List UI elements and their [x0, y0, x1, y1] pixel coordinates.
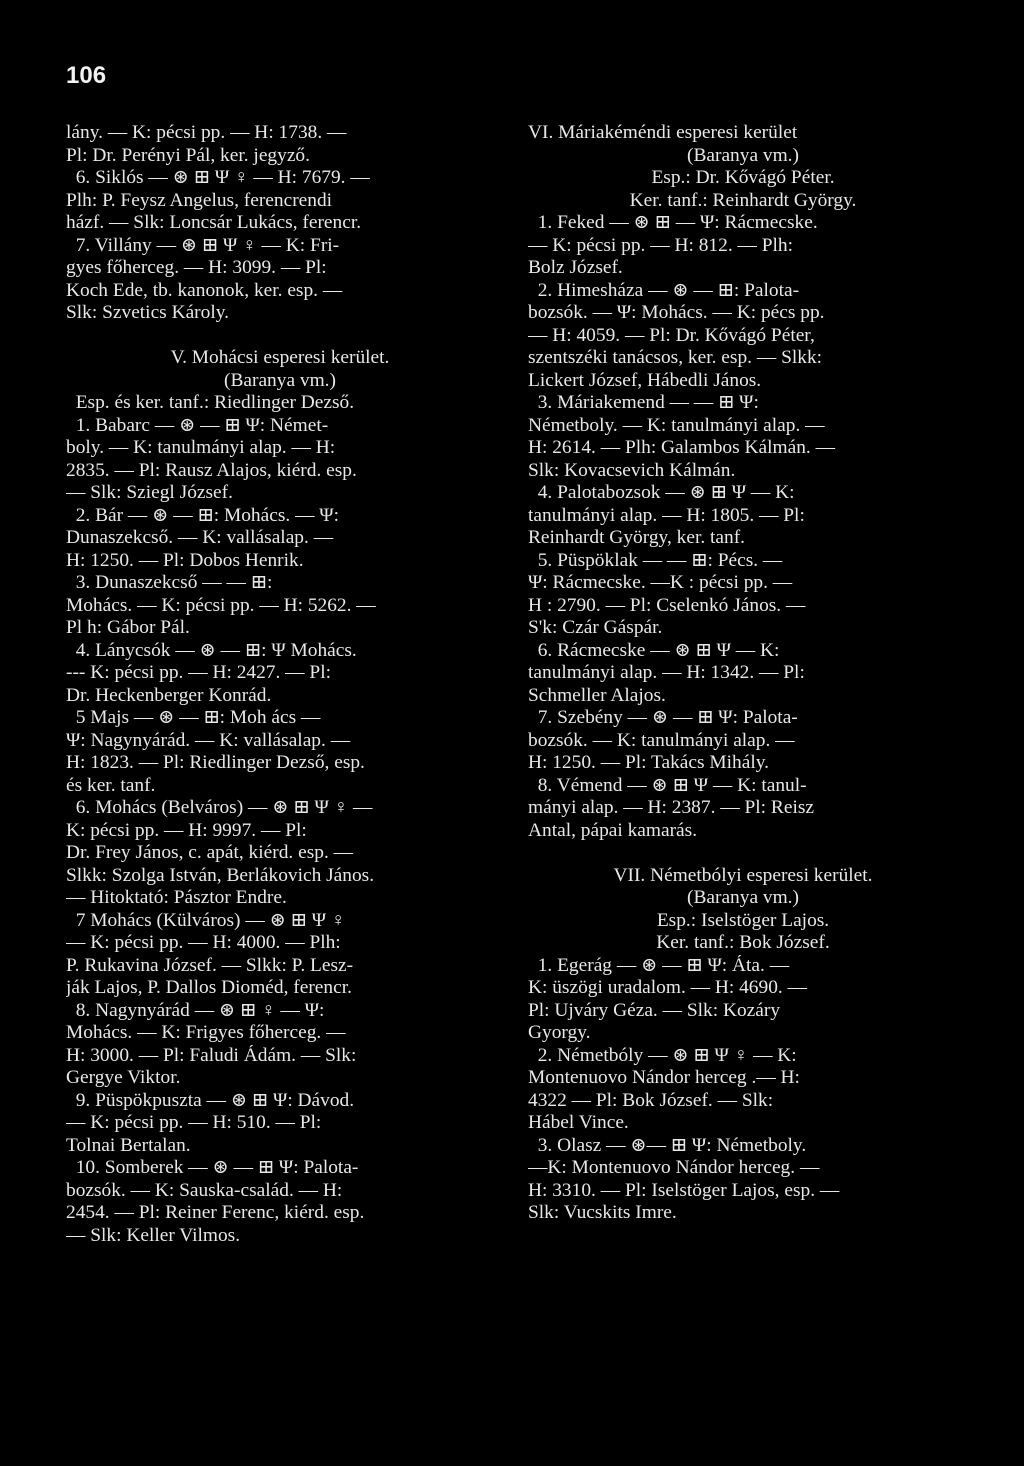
text-line: 5 Majs — ⊛ — ⊞: Moh ács — [66, 707, 321, 728]
text-line: 7 Mohács (Külváros) — ⊛ ⊞ Ψ ♀ [66, 909, 346, 931]
text-line: Pl h: Gábor Pál. [66, 617, 190, 638]
text-line: Gyorgy. [528, 1022, 591, 1043]
text-line: Plh: P. Feysz Angelus, ferencrendi [66, 189, 333, 211]
text-line: 1. Babarc — ⊛ — ⊞ Ψ: Német- [66, 414, 329, 436]
text-line: (Baranya vm.) [224, 369, 336, 391]
text-line: — Slk: Sziegl József. [66, 482, 233, 503]
text-line: — K: pécsi pp. — H: 4000. — Plh: [66, 932, 341, 953]
page-number: 106 [66, 62, 107, 89]
text-line: 6. Siklós — ⊛ ⊞ Ψ ♀ — H: 7679. — [66, 167, 370, 188]
left-column [66, 122, 494, 1247]
text-line: H : 2790. — Pl: Cselenkó János. — [528, 594, 806, 616]
text-line: S'k: Czár Gáspár. [528, 617, 663, 638]
text-line: házf. — Slk: Loncsár Lukács, ferencr. [66, 212, 362, 233]
text-line: Hábel Vince. [528, 1112, 629, 1133]
text-line: tanulmányi alap. — H: 1805. — Pl: [528, 504, 805, 526]
text-line: 2835. — Pl: Rausz Alajos, kiérd. esp. [66, 459, 357, 481]
text-line: Slk: Szvetics Károly. [66, 302, 230, 323]
text-line: Ker. tanf.: Reinhardt György. [629, 189, 857, 211]
text-line [528, 842, 958, 865]
text-line: —K: Montenuovo Nándor herceg. — [528, 1157, 820, 1178]
text-line: Esp.: Iselstöger Lajos. [656, 909, 830, 931]
text-line: — K: pécsi pp. — H: 812. — Plh: [528, 234, 794, 256]
text-line: 3. Dunaszekcső — — ⊞: [66, 572, 273, 593]
text-line: Esp. és ker. tanf.: Riedlinger Dezső. [66, 392, 355, 413]
text-line: szentszéki tanácsos, ker. esp. — Slkk: [528, 347, 823, 368]
text-line: Slk: Vucskits Imre. [528, 1202, 677, 1223]
text-line: --- K: pécsi pp. — H: 2427. — Pl: [66, 662, 331, 683]
text-line: Mohács. — K: pécsi pp. — H: 5262. — [66, 594, 376, 616]
text-line: Montenuovo Nándor herceg .— H: [528, 1067, 800, 1088]
text-line: VI. Máriakéméndi esperesi kerület [528, 122, 798, 143]
text-line: lány. — K: pécsi pp. — H: 1738. — [66, 122, 347, 143]
text-line: K: üszögi uradalom. — H: 4690. — [528, 977, 807, 998]
text-line: Dr. Heckenberger Konrád. [66, 684, 272, 706]
text-line: — K: pécsi pp. — H: 510. — Pl: [66, 1112, 322, 1133]
text-line [66, 325, 494, 348]
text-line: bozsók. — K: tanulmányi alap. — [528, 729, 795, 751]
text-line: (Baranya vm.) [687, 144, 799, 166]
text-line: Pl: Ujváry Géza. — Slk: Kozáry [528, 999, 781, 1021]
text-line: 2. Bár — ⊛ — ⊞: Mohács. — Ψ: [66, 504, 340, 526]
text-line: Lickert József, Hábedli János. [528, 369, 762, 391]
text-line: V. Mohácsi esperesi kerület. [170, 347, 390, 368]
text-line: Tolnai Bertalan. [66, 1134, 191, 1156]
text-line: 3. Máriakemend — — ⊞ Ψ: [528, 392, 759, 413]
text-line: bozsók. — Ψ: Mohács. — K: pécs pp. [528, 302, 825, 323]
text-line: Esp.: Dr. Kővágó Péter. [651, 167, 835, 188]
text-line: Koch Ede, tb. kanonok, ker. esp. — [66, 279, 343, 301]
text-line: K: pécsi pp. — H: 9997. — Pl: [66, 819, 307, 841]
text-line: Schmeller Alajos. [528, 684, 666, 706]
text-line: 4. Palotabozsok — ⊛ ⊞ Ψ — K: [528, 482, 795, 503]
text-line: gyes főherceg. — H: 3099. — Pl: [66, 257, 327, 278]
text-line: 10. Somberek — ⊛ — ⊞ Ψ: Palota- [66, 1157, 359, 1178]
text-line: P. Rukavina József. — Slkk: P. Lesz- [66, 954, 354, 976]
text-line: 2. Himesháza — ⊛ — ⊞: Palota- [528, 279, 800, 301]
text-line: bozsók. — K: Sauska-család. — H: [66, 1179, 343, 1201]
text-line: H: 1823. — Pl: Riedlinger Dezső, esp. [66, 752, 365, 773]
text-line: VII. Németbólyi esperesi kerület. [613, 864, 873, 886]
text-line: Németboly. — K: tanulmányi alap. — [528, 414, 825, 436]
text-line: — H: 4059. — Pl: Dr. Kővágó Péter, [528, 324, 815, 346]
text-line: Pl: Dr. Perényi Pál, ker. jegyző. [66, 144, 310, 166]
text-line: Gergye Viktor. [66, 1067, 181, 1088]
text-line: H: 3000. — Pl: Faludi Ádám. — Slk: [66, 1044, 357, 1066]
text-line: 4322 — Pl: Bok József. — Slk: [528, 1089, 774, 1111]
text-line: 7. Szebény — ⊛ — ⊞ Ψ: Palota- [528, 707, 798, 728]
text-line: 2454. — Pl: Reiner Ferenc, kiérd. esp. [66, 1202, 365, 1223]
right-column [528, 122, 958, 1225]
text-line: Ker. tanf.: Bok József. [656, 932, 830, 953]
text-line: Ψ: Nagynyárád. — K: vallásalap. — [66, 729, 351, 751]
text-line: Bolz József. [528, 257, 623, 278]
text-line: H: 1250. — Pl: Dobos Henrik. [66, 549, 304, 571]
text-line: H: 2614. — Plh: Galambos Kálmán. — [528, 437, 835, 458]
text-line: Reinhardt György, ker. tanf. [528, 527, 746, 548]
text-line: mányi alap. — H: 2387. — Pl: Reisz [528, 797, 814, 818]
text-line: és ker. tanf. [66, 774, 156, 796]
text-line: boly. — K: tanulmányi alap. — H: [66, 437, 336, 458]
text-line: 1. Feked — ⊛ ⊞ — Ψ: Rácmecske. [528, 212, 818, 233]
text-line: 3. Olasz — ⊛— ⊞ Ψ: Németboly. [528, 1134, 807, 1156]
text-line: tanulmányi alap. — H: 1342. — Pl: [528, 662, 805, 683]
text-line: 4. Lánycsók — ⊛ — ⊞: Ψ Mohács. [66, 639, 357, 661]
text-line: H: 1250. — Pl: Takács Mihály. [528, 752, 770, 773]
text-line: Slkk: Szolga István, Berlákovich János. [66, 864, 375, 886]
text-line: (Baranya vm.) [687, 887, 799, 908]
text-line: Dr. Frey János, c. apát, kiérd. esp. — [66, 842, 354, 863]
text-line: 8. Nagynyárád — ⊛ ⊞ ♀ — Ψ: [66, 999, 325, 1021]
text-line: H: 3310. — Pl: Iselstöger Lajos, esp. — [528, 1179, 840, 1201]
text-line: Slk: Kovacsevich Kálmán. [528, 459, 736, 481]
text-line: 5. Püspöklak — — ⊞: Pécs. — [528, 549, 783, 571]
text-line: Antal, pápai kamarás. [528, 819, 698, 841]
text-line: Dunaszekcső. — K: vallásalap. — [66, 527, 334, 548]
text-line: ják Lajos, P. Dallos Dioméd, ferencr. [66, 977, 352, 998]
text-line: Ψ: Rácmecske. —K : pécsi pp. — [528, 572, 793, 593]
text-line: 9. Püspökpuszta — ⊛ ⊞ Ψ: Dávod. [66, 1089, 355, 1111]
text-line: 7. Villány — ⊛ ⊞ Ψ ♀ — K: Fri- [66, 234, 340, 256]
text-line: — Slk: Keller Vilmos. [66, 1224, 241, 1246]
text-line: 8. Vémend — ⊛ ⊞ Ψ — K: tanul- [528, 774, 807, 796]
text-line: 2. Németbóly — ⊛ ⊞ Ψ ♀ — K: [528, 1044, 797, 1066]
text-line: 6. Rácmecske — ⊛ ⊞ Ψ — K: [528, 639, 780, 661]
text-line: Mohács. — K: Frigyes főherceg. — [66, 1022, 346, 1043]
text-line: 6. Mohács (Belváros) — ⊛ ⊞ Ψ ♀ — [66, 797, 373, 818]
text-line: — Hitoktató: Pásztor Endre. [66, 887, 287, 908]
text-line: 1. Egerág — ⊛ — ⊞ Ψ: Áta. — [528, 954, 790, 976]
